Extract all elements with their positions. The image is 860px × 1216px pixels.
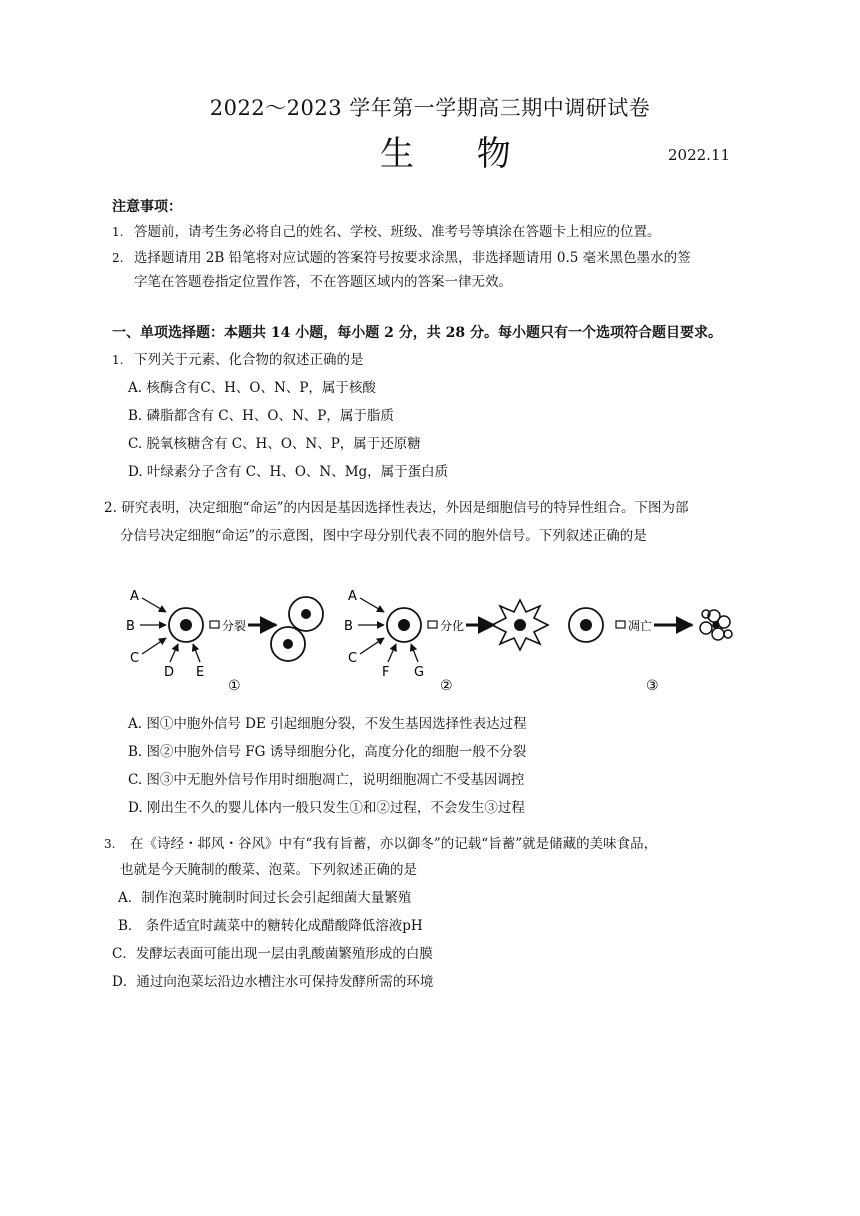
note-text: 选择题请用 2B 铅笔将对应试题的答案符号按要求涂黑，非选择题请用 0.5 毫米黑色墨水的签 xyxy=(134,250,691,266)
signal-label: G xyxy=(414,665,425,680)
cell-fate-figure xyxy=(120,580,760,700)
signal-arrow xyxy=(411,644,418,662)
figure-panel-3 xyxy=(569,608,732,694)
cell-nucleus xyxy=(180,619,192,631)
process-box xyxy=(616,621,625,628)
signal-label: A xyxy=(130,589,139,604)
cell-nucleus xyxy=(514,619,526,631)
question-1-option-a: A. 核酶含有C、H、O、N、P，属于核酸 xyxy=(128,380,376,396)
process-label: 分裂 xyxy=(222,619,247,633)
section-heading: 一、单项选择题：本题共 14 小题，每小题 2 分，共 28 分。每小题只有一个选项符合题目要求。 xyxy=(112,325,722,341)
signal-label: A xyxy=(348,589,357,604)
subject-title: 生 物 xyxy=(380,134,537,174)
question-3-option-d: D．通过向泡菜坛沿边水槽注水可保持发酵所需的环境 xyxy=(112,974,434,990)
signal-label: C xyxy=(348,651,358,666)
question-1-option-c: C. 脱氧核糖含有 C、H、O、N、P，属于还原糖 xyxy=(128,436,421,452)
question-2-option-c: C. 图③中无胞外信号作用时细胞凋亡，说明细胞凋亡不受基因调控 xyxy=(128,772,525,788)
figure-panel-2 xyxy=(344,589,548,694)
note-number: 1. xyxy=(112,225,124,239)
question-3-option-b: B． 条件适宜时蔬菜中的糖转化成醋酸降低溶液pH xyxy=(118,918,423,934)
cell-nucleus xyxy=(283,639,293,649)
apoptotic-body-icon xyxy=(700,610,732,640)
cell-nucleus xyxy=(398,619,410,631)
signal-label: B xyxy=(126,619,135,634)
question-2-option-d: D. 刚出生不久的婴儿体内一般只发生①和②过程，不会发生③过程 xyxy=(128,800,525,816)
question-3-stem-continued: 也就是今天腌制的酸菜、泡菜。下列叙述正确的是 xyxy=(120,862,417,878)
process-box xyxy=(210,621,219,628)
note-number: 2. xyxy=(112,251,124,265)
signal-label: E xyxy=(196,665,205,680)
panel-label: ③ xyxy=(646,678,659,694)
question-2-option-b: B. 图②中胞外信号 FG 诱导细胞分化，高度分化的细胞一般不分裂 xyxy=(128,744,527,760)
question-3-option-c: C．发酵坛表面可能出现一层由乳酸菌繁殖形成的白膜 xyxy=(112,946,433,962)
figure-panel-1 xyxy=(126,589,323,694)
panel-label: ② xyxy=(440,678,453,694)
note-item xyxy=(112,220,661,240)
question-1-stem: 1. 下列关于元素、化合物的叙述正确的是 xyxy=(112,352,364,368)
question-2-stem: 2. 研究表明，决定细胞“命运”的内因是基因选择性表达，外因是细胞信号的特异性组合。下图为部 xyxy=(104,500,689,516)
question-2-option-a: A. 图①中胞外信号 DE 引起细胞分裂，不发生基因选择性表达过程 xyxy=(128,716,527,732)
signal-label: B xyxy=(344,619,353,634)
cell-nucleus xyxy=(580,619,592,631)
note-text-continued: 字笔在答题卷指定位置作答，不在答题区域内的答案一律无效。 xyxy=(134,274,512,290)
signal-label: C xyxy=(130,651,140,666)
question-3-option-a: A．制作泡菜时腌制时间过长会引起细菌大量繁殖 xyxy=(118,890,412,906)
signal-arrow xyxy=(388,644,396,662)
question-number: 2. xyxy=(104,500,117,516)
panel-label: ① xyxy=(228,678,241,694)
process-box xyxy=(428,621,437,628)
notes-heading: 注意事项： xyxy=(112,199,182,215)
note-text: 答题前，请考生务必将自己的姓名、学校、班级、准考号等填涂在答题卡上相应的位置。 xyxy=(134,224,661,240)
question-2-stem-continued: 分信号决定细胞“命运”的示意图，图中字母分别代表不同的胞外信号。下列叙述正确的是 xyxy=(120,528,647,544)
question-1-option-d: D. 叶绿素分子含有 C、H、O、N、Mg，属于蛋白质 xyxy=(128,464,449,480)
signal-arrow xyxy=(193,644,200,662)
question-number: 1. xyxy=(112,353,124,367)
cell-nucleus xyxy=(301,609,311,619)
process-label: 凋亡 xyxy=(628,619,653,633)
signal-arrow xyxy=(170,644,178,662)
question-3-stem: 3. 在《诗经・邶风・谷风》中有“我有旨蓄，亦以御冬”的记载“旨蓄”就是储藏的美味食品， xyxy=(104,836,658,852)
process-label: 分化 xyxy=(440,619,465,633)
signal-label: D xyxy=(164,665,175,680)
signal-arrow xyxy=(360,638,384,654)
signal-label: F xyxy=(382,665,390,680)
question-number: 3. xyxy=(104,837,116,851)
exam-date: 2022.11 xyxy=(668,146,731,164)
signal-arrow xyxy=(142,638,166,654)
signal-arrow xyxy=(360,598,384,612)
signal-arrow xyxy=(142,598,166,612)
paper-title: 2022～2023 学年第一学期高三期中调研试卷 xyxy=(209,96,651,120)
note-item xyxy=(112,246,691,266)
question-1-option-b: B. 磷脂都含有 C、H、O、N、P，属于脂质 xyxy=(128,408,394,424)
